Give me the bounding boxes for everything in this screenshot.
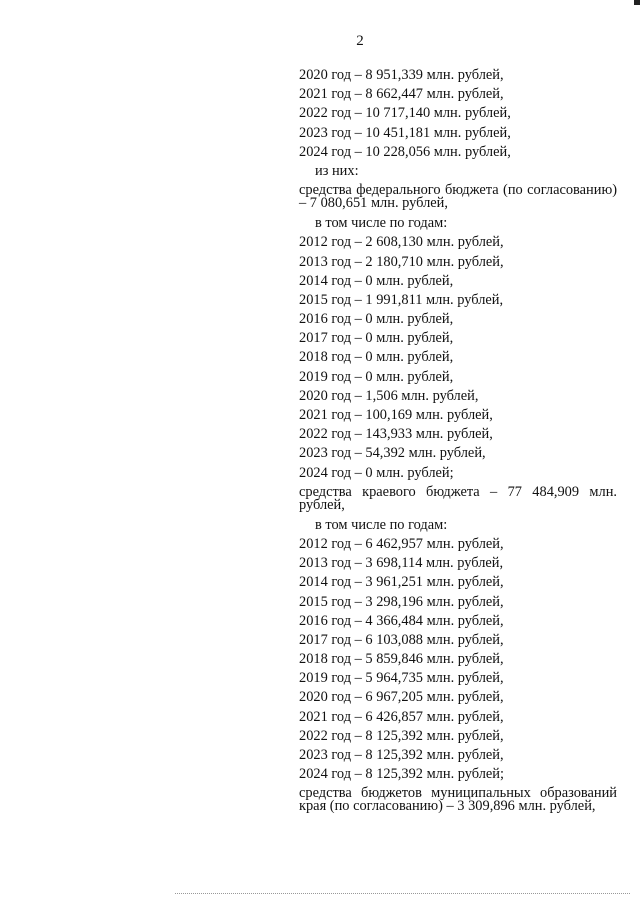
regional-years-heading: в том числе по годам: bbox=[315, 516, 448, 533]
year-line: 2015 год – 1 991,811 млн. рублей, bbox=[299, 291, 504, 308]
scan-edge-line bbox=[175, 893, 630, 894]
year-line: 2024 год – 8 125,392 млн. рублей; bbox=[299, 766, 505, 783]
regional-budget-paragraph: средства краевого бюджета – 77 484,909 млн. рублей, bbox=[299, 483, 617, 513]
of-which-label: из них: bbox=[315, 162, 359, 179]
year-line: 2023 год – 10 451,181 млн. рублей, bbox=[299, 124, 511, 141]
year-line: 2015 год – 3 298,196 млн. рублей, bbox=[299, 593, 504, 610]
year-line: 2014 год – 3 961,251 млн. рублей, bbox=[299, 574, 504, 591]
year-line: 2021 год – 100,169 млн. рублей, bbox=[299, 407, 493, 423]
document-body bbox=[299, 66, 617, 817]
year-line: 2016 год – 0 млн. рублей, bbox=[299, 311, 454, 328]
year-line: 2024 год – 10 228,056 млн. рублей, bbox=[299, 143, 511, 160]
year-line: 2019 год – 0 млн. рублей, bbox=[299, 368, 454, 385]
year-line: 2018 год – 0 млн. рублей, bbox=[299, 349, 454, 366]
municipal-budget-paragraph: средства бюджетов муниципальных образований края (по согласованию) – 3 309,896 млн. рублей, bbox=[299, 785, 617, 815]
regional-years-list bbox=[299, 535, 617, 784]
year-line: 2013 год – 2 180,710 млн. рублей, bbox=[299, 253, 504, 270]
federal-years-heading: в том числе по годам: bbox=[315, 215, 448, 232]
year-line: 2020 год – 1,506 млн. рублей, bbox=[299, 387, 479, 404]
year-line: 2019 год – 5 964,735 млн. рублей, bbox=[299, 670, 504, 687]
year-line: 2018 год – 5 859,846 млн. рублей, bbox=[299, 651, 504, 668]
year-line: 2017 год – 0 млн. рублей, bbox=[299, 330, 454, 347]
year-line: 2020 год – 8 951,339 млн. рублей, bbox=[299, 67, 504, 83]
year-line: 2013 год – 3 698,114 млн. рублей, bbox=[299, 555, 504, 572]
year-line: 2021 год – 6 426,857 млн. рублей, bbox=[299, 708, 504, 725]
page-number: 2 bbox=[356, 33, 364, 49]
year-line: 2020 год – 6 967,205 млн. рублей, bbox=[299, 689, 504, 706]
year-line: 2012 год – 6 462,957 млн. рублей, bbox=[299, 535, 504, 552]
year-line: 2014 год – 0 млн. рублей, bbox=[299, 272, 454, 289]
year-line: 2022 год – 10 717,140 млн. рублей, bbox=[299, 105, 511, 122]
year-line: 2022 год – 143,933 млн. рублей, bbox=[299, 426, 493, 443]
corner-mark bbox=[634, 0, 640, 5]
top-years-list bbox=[299, 66, 617, 162]
year-line: 2023 год – 8 125,392 млн. рублей, bbox=[299, 747, 504, 763]
year-line: 2021 год – 8 662,447 млн. рублей, bbox=[299, 86, 504, 103]
year-line: 2024 год – 0 млн. рублей; bbox=[299, 464, 454, 481]
year-line: 2023 год – 54,392 млн. рублей, bbox=[299, 445, 486, 462]
year-line: 2022 год – 8 125,392 млн. рублей, bbox=[299, 727, 504, 744]
year-line: 2017 год – 6 103,088 млн. рублей, bbox=[299, 631, 504, 648]
federal-budget-paragraph: средства федерального бюджета (по согласованию) – 7 080,651 млн. рублей, bbox=[299, 182, 617, 212]
federal-years-list bbox=[299, 233, 617, 482]
year-line: 2012 год – 2 608,130 млн. рублей, bbox=[299, 234, 504, 251]
year-line: 2016 год – 4 366,484 млн. рублей, bbox=[299, 612, 504, 629]
